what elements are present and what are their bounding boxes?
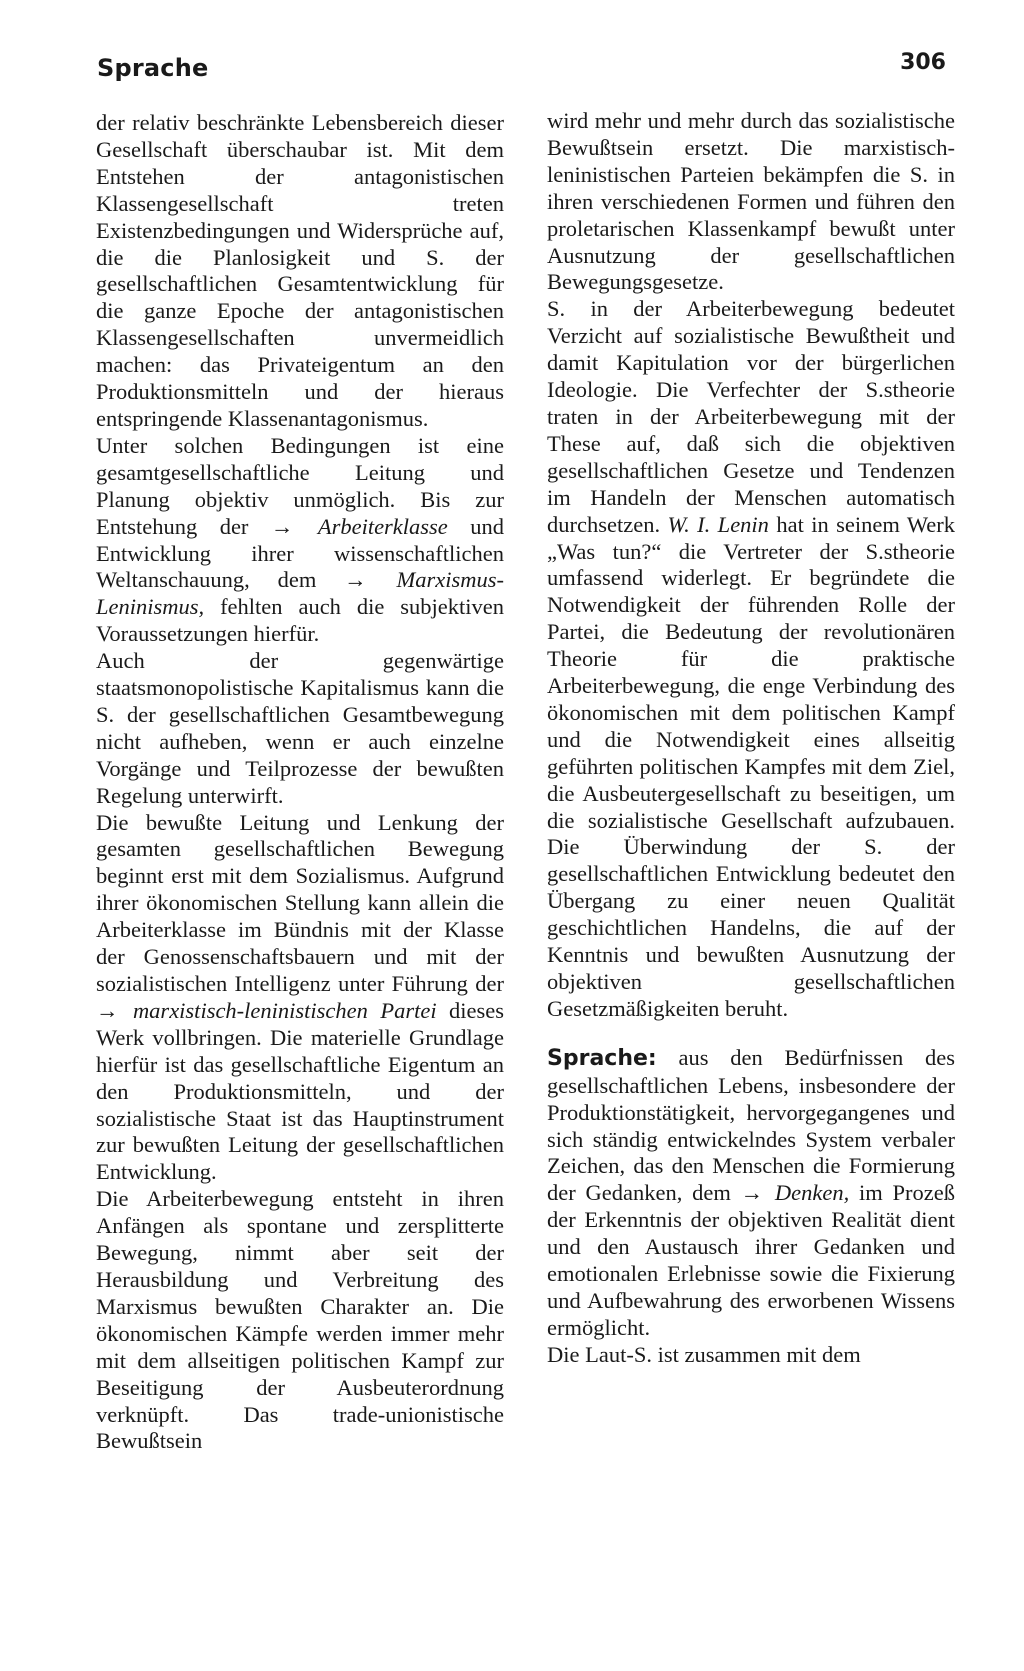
- paragraph: [96, 110, 504, 433]
- text-run: hat in seinem Werk „Was tun?“ die Vertreter der S.stheorie umfassend widerlegt. Er begründete die Notwendigkeit der führenden Rolle der Partei, die Bedeutung der revolutionären Theorie für die praktische Arbeiterbewegung, die enge Verbindung des ökonomischen mit dem politischen Kampf und die Notwendigkeit eines allseitig geführten politischen Kampfes mit dem Ziel, die Ausbeutergesellschaft zu beseitigen, um die sozialistische Gesellschaft aufzubauen. Die Überwindung der S. der gesellschaftlichen Entwicklung bedeutet den Übergang zu einer neuen Qualität geschichtlichen Handelns, die auf der Kenntnis und bewußten Ausnutzung der objektiven gesellschaftlichen Gesetzmäßigkeiten beruht.: [547, 511, 955, 1021]
- paragraph: [96, 648, 504, 809]
- text-run: Die bewußte Leitung und Lenkung der gesamten gesellschaftlichen Bewegung beginnt erst mit dem Sozialismus. Aufgrund ihrer ökonomischen Stellung kann allein die Arbeiterklasse im Bündnis mit der Klasse der Genossenschaftsbauern und mit der sozialistischen Intelligenz unter Führung der: [96, 809, 504, 996]
- entry-keyword: Sprache:: [547, 1045, 657, 1071]
- cross-reference: Arbeiterklasse: [317, 513, 448, 539]
- text-run: dieses Werk vollbringen. Die materielle Grundlage hierfür ist das gesellschaftliche Eigentum an den Produktionsmitteln, und der sozialistische Staat ist das Hauptinstrument zur bewußten Leitung der gesellschaftlichen Entwicklung.: [96, 997, 504, 1185]
- paragraph: [96, 1186, 504, 1455]
- arrow-icon: →: [344, 567, 397, 593]
- text-run: Unter solchen Bedingungen ist eine gesamtgesellschaftliche Leitung und Planung objektiv unmöglich. Bis zur Entstehung der: [96, 432, 504, 539]
- cross-reference: W. I. Lenin: [667, 511, 769, 537]
- paragraph-gap: [547, 1023, 955, 1045]
- paragraph: [547, 1045, 955, 1342]
- page-number: 306: [900, 50, 946, 75]
- paragraph: [547, 1342, 955, 1369]
- text-run: fehlten auch die subjektiven Voraussetzungen hierfür.: [96, 594, 504, 647]
- text-run: Auch der gegenwärtige staatsmonopolistische Kapitalismus kann die S. der gesellschaftlichen Gesamtbewegung nicht aufheben, wenn er auch einzelne Vorgänge und Teilprozesse der bewußten Regelung unterwirft.: [96, 648, 504, 808]
- text-run: S. in der Arbeiterbewegung bedeutet Verzicht auf sozialistische Bewußtheit und damit Kapitulation vor der bürgerlichen Ideologie. Die Verfechter der S.stheorie traten in der Arbeiterbewegung mit der These auf, daß sich die objektiven gesellschaftlichen Gesetze und Tendenzen im Handeln der Menschen automatisch durchsetzen.: [547, 296, 955, 537]
- arrow-icon: →: [96, 997, 133, 1023]
- text-run: und Entwicklung ihrer wissenschaftlichen Weltanschauung, dem: [96, 513, 504, 593]
- paragraph: [547, 296, 955, 1022]
- paragraph: [547, 108, 955, 296]
- arrow-icon: →: [740, 1180, 775, 1206]
- text-run: Die Laut-S. ist zusammen mit dem: [547, 1341, 861, 1367]
- text-run: Die Arbeiterbewegung entsteht in ihren Anfängen als spontane und zersplitterte Bewegung, nimmt aber seit der Herausbildung und Verbreitung des Marxismus bewußten Charakter an. Die ökonomischen Kämpfe werden immer mehr mit dem allseitigen politischen Kampf zur Beseitigung der Ausbeuterordnung verknüpft. Das trade-unionistische Bewußtsein: [96, 1186, 504, 1454]
- text-run: der relativ beschränkte Lebensbereich dieser Gesellschaft überschaubar ist. Mit dem Entstehen der antagonistischen Klassengesellschaft treten Existenzbedingungen und Widersprüche auf, die die Planlosigkeit und S. der gesellschaftlichen Gesamtentwicklung für die ganze Epoche der antagonistischen Klassengesellschaften unvermeidlich machen: das Privateigentum an den Produktionsmitteln und der hieraus entspringende Klassenantagonismus.: [96, 110, 504, 431]
- cross-reference: marxistisch-leninistischen Partei: [132, 997, 437, 1023]
- arrow-icon: →: [270, 513, 318, 539]
- text-run: aus den Bedürfnissen des gesellschaftlichen Lebens, insbesondere der Produktionstätigkeit, hervorgegangenes und sich ständig entwickelndes System verbaler Zeichen, das den Menschen die Formierung der Gedanken, dem: [547, 1044, 955, 1206]
- right-text-column: [547, 108, 955, 1369]
- cross-reference: Denken,: [774, 1180, 850, 1206]
- paragraph: [96, 810, 504, 1187]
- paragraph: [96, 433, 504, 648]
- running-head-title: Sprache: [97, 54, 209, 82]
- cross-reference: Marxismus-Leninismus,: [96, 567, 504, 620]
- left-text-column: [96, 110, 504, 1455]
- text-run: im Prozeß der Erkenntnis der objektiven Realität dient und den Austausch ihrer Gedanken und emotionalen Erlebnisse sowie die Fixierung und Aufbewahrung des erworbenen Wissens ermöglicht.: [547, 1180, 956, 1340]
- text-run: wird mehr und mehr durch das sozialistische Bewußtsein ersetzt. Die marxistisch-leninistischen Parteien bekämpfen die S. in ihren verschiedenen Formen und führen den proletarischen Klassenkampf bewußt unter Ausnutzung der gesellschaftlichen Bewegungsgesetze.: [547, 108, 955, 295]
